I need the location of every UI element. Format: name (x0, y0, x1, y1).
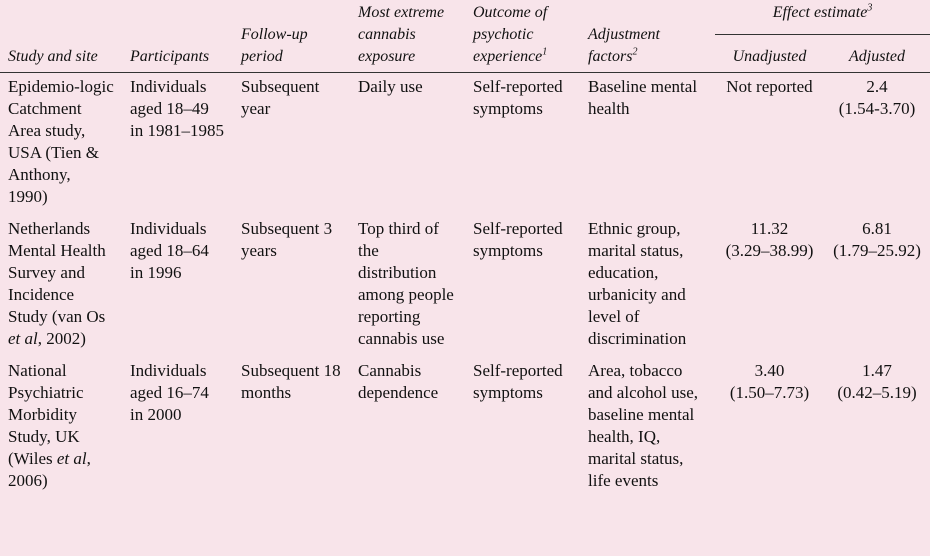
cell-exposure: Daily use (358, 77, 423, 96)
cell-outcome: Self-reported symptoms (473, 361, 563, 402)
header-adjusted: Adjusted (849, 48, 905, 65)
study-name: National Psychiatric Morbidity Study, UK (Wiles (8, 361, 84, 468)
cell-adjusted (824, 73, 930, 216)
adjusted-value: 6.81 (862, 219, 892, 238)
adjusted-value: 2.4 (866, 77, 888, 96)
header-effect-label: Effect estimate (772, 4, 868, 21)
cell-unadjusted (715, 357, 824, 499)
header-most-extreme-exposure: Most extreme cannabis exposure (358, 4, 445, 65)
table-row (0, 357, 930, 499)
table-body (0, 73, 930, 500)
cell-follow-up: Subsequent year (241, 77, 320, 118)
cell-outcome: Self-reported symptoms (473, 219, 563, 260)
cell-unadjusted (715, 215, 824, 357)
study-etal: et al (8, 329, 38, 348)
adjusted-ci: (1.54-3.70) (838, 99, 916, 118)
cell-study: Epidemio-logic Catchment Area study, USA (Tien & Anthony, 1990) (8, 77, 114, 206)
unadjusted-value: 3.40 (754, 361, 785, 380)
cell-unadjusted: Not reported (726, 77, 813, 96)
header-unadjusted: Unadjusted (732, 48, 807, 65)
cell-adjustment: Area, tobacco and alcohol use, baseline mental health, IQ, marital status, life events (588, 361, 698, 490)
footnote-marker-1: 1 (542, 46, 548, 58)
table-header (0, 0, 930, 73)
header-participants: Participants (130, 48, 210, 65)
adjusted-value: 1.47 (862, 361, 892, 380)
cell-participants: Individuals aged 18–64 in 1996 (130, 219, 209, 282)
header-adjustment-label: Adjustment factors (588, 26, 660, 65)
header-effect-estimate (715, 0, 930, 34)
cell-participants: Individuals aged 18–49 in 1981–1985 (130, 77, 224, 140)
unadjusted-value: 11.32 (750, 219, 789, 238)
cell-participants: Individuals aged 16–74 in 2000 (130, 361, 209, 424)
cell-study (0, 357, 122, 499)
study-year: , 2006) (8, 449, 91, 490)
cell-adjustment: Ethnic group, marital status, education, urbanicity and level of discrimination (588, 219, 687, 348)
cell-adjusted (824, 215, 930, 357)
study-name: Netherlands Mental Health Survey and Incidence Study (van Os (8, 219, 106, 326)
study-etal: et al (56, 449, 87, 468)
unadjusted-ci: (3.29–38.99) (725, 241, 814, 260)
header-follow-up-period: Follow-up period (241, 26, 308, 65)
table-row (0, 73, 930, 216)
header-outcome (465, 0, 580, 73)
cell-follow-up: Subsequent 18 months (241, 361, 341, 402)
cell-outcome: Self-reported symptoms (473, 77, 563, 118)
adjusted-ci: (0.42–5.19) (837, 383, 917, 402)
cell-adjusted (824, 357, 930, 499)
header-outcome-label: Outcome of psychotic experience (473, 4, 548, 65)
cell-adjustment: Baseline mental health (588, 77, 698, 118)
header-adjustment-factors (580, 0, 715, 73)
table-row (0, 215, 930, 357)
unadjusted-ci: (1.50–7.73) (729, 383, 810, 402)
cell-follow-up: Subsequent 3 years (241, 219, 333, 260)
adjusted-ci: (1.79–25.92) (833, 241, 921, 260)
header-study-and-site: Study and site (8, 48, 98, 65)
cell-exposure: Cannabis dependence (358, 361, 439, 402)
cell-study (0, 215, 122, 357)
study-year: , 2002) (37, 329, 86, 348)
footnote-marker-3: 3 (867, 2, 873, 14)
cell-exposure: Top third of the distribution among people reporting cannabis use (358, 219, 454, 348)
footnote-marker-2: 2 (632, 46, 638, 58)
